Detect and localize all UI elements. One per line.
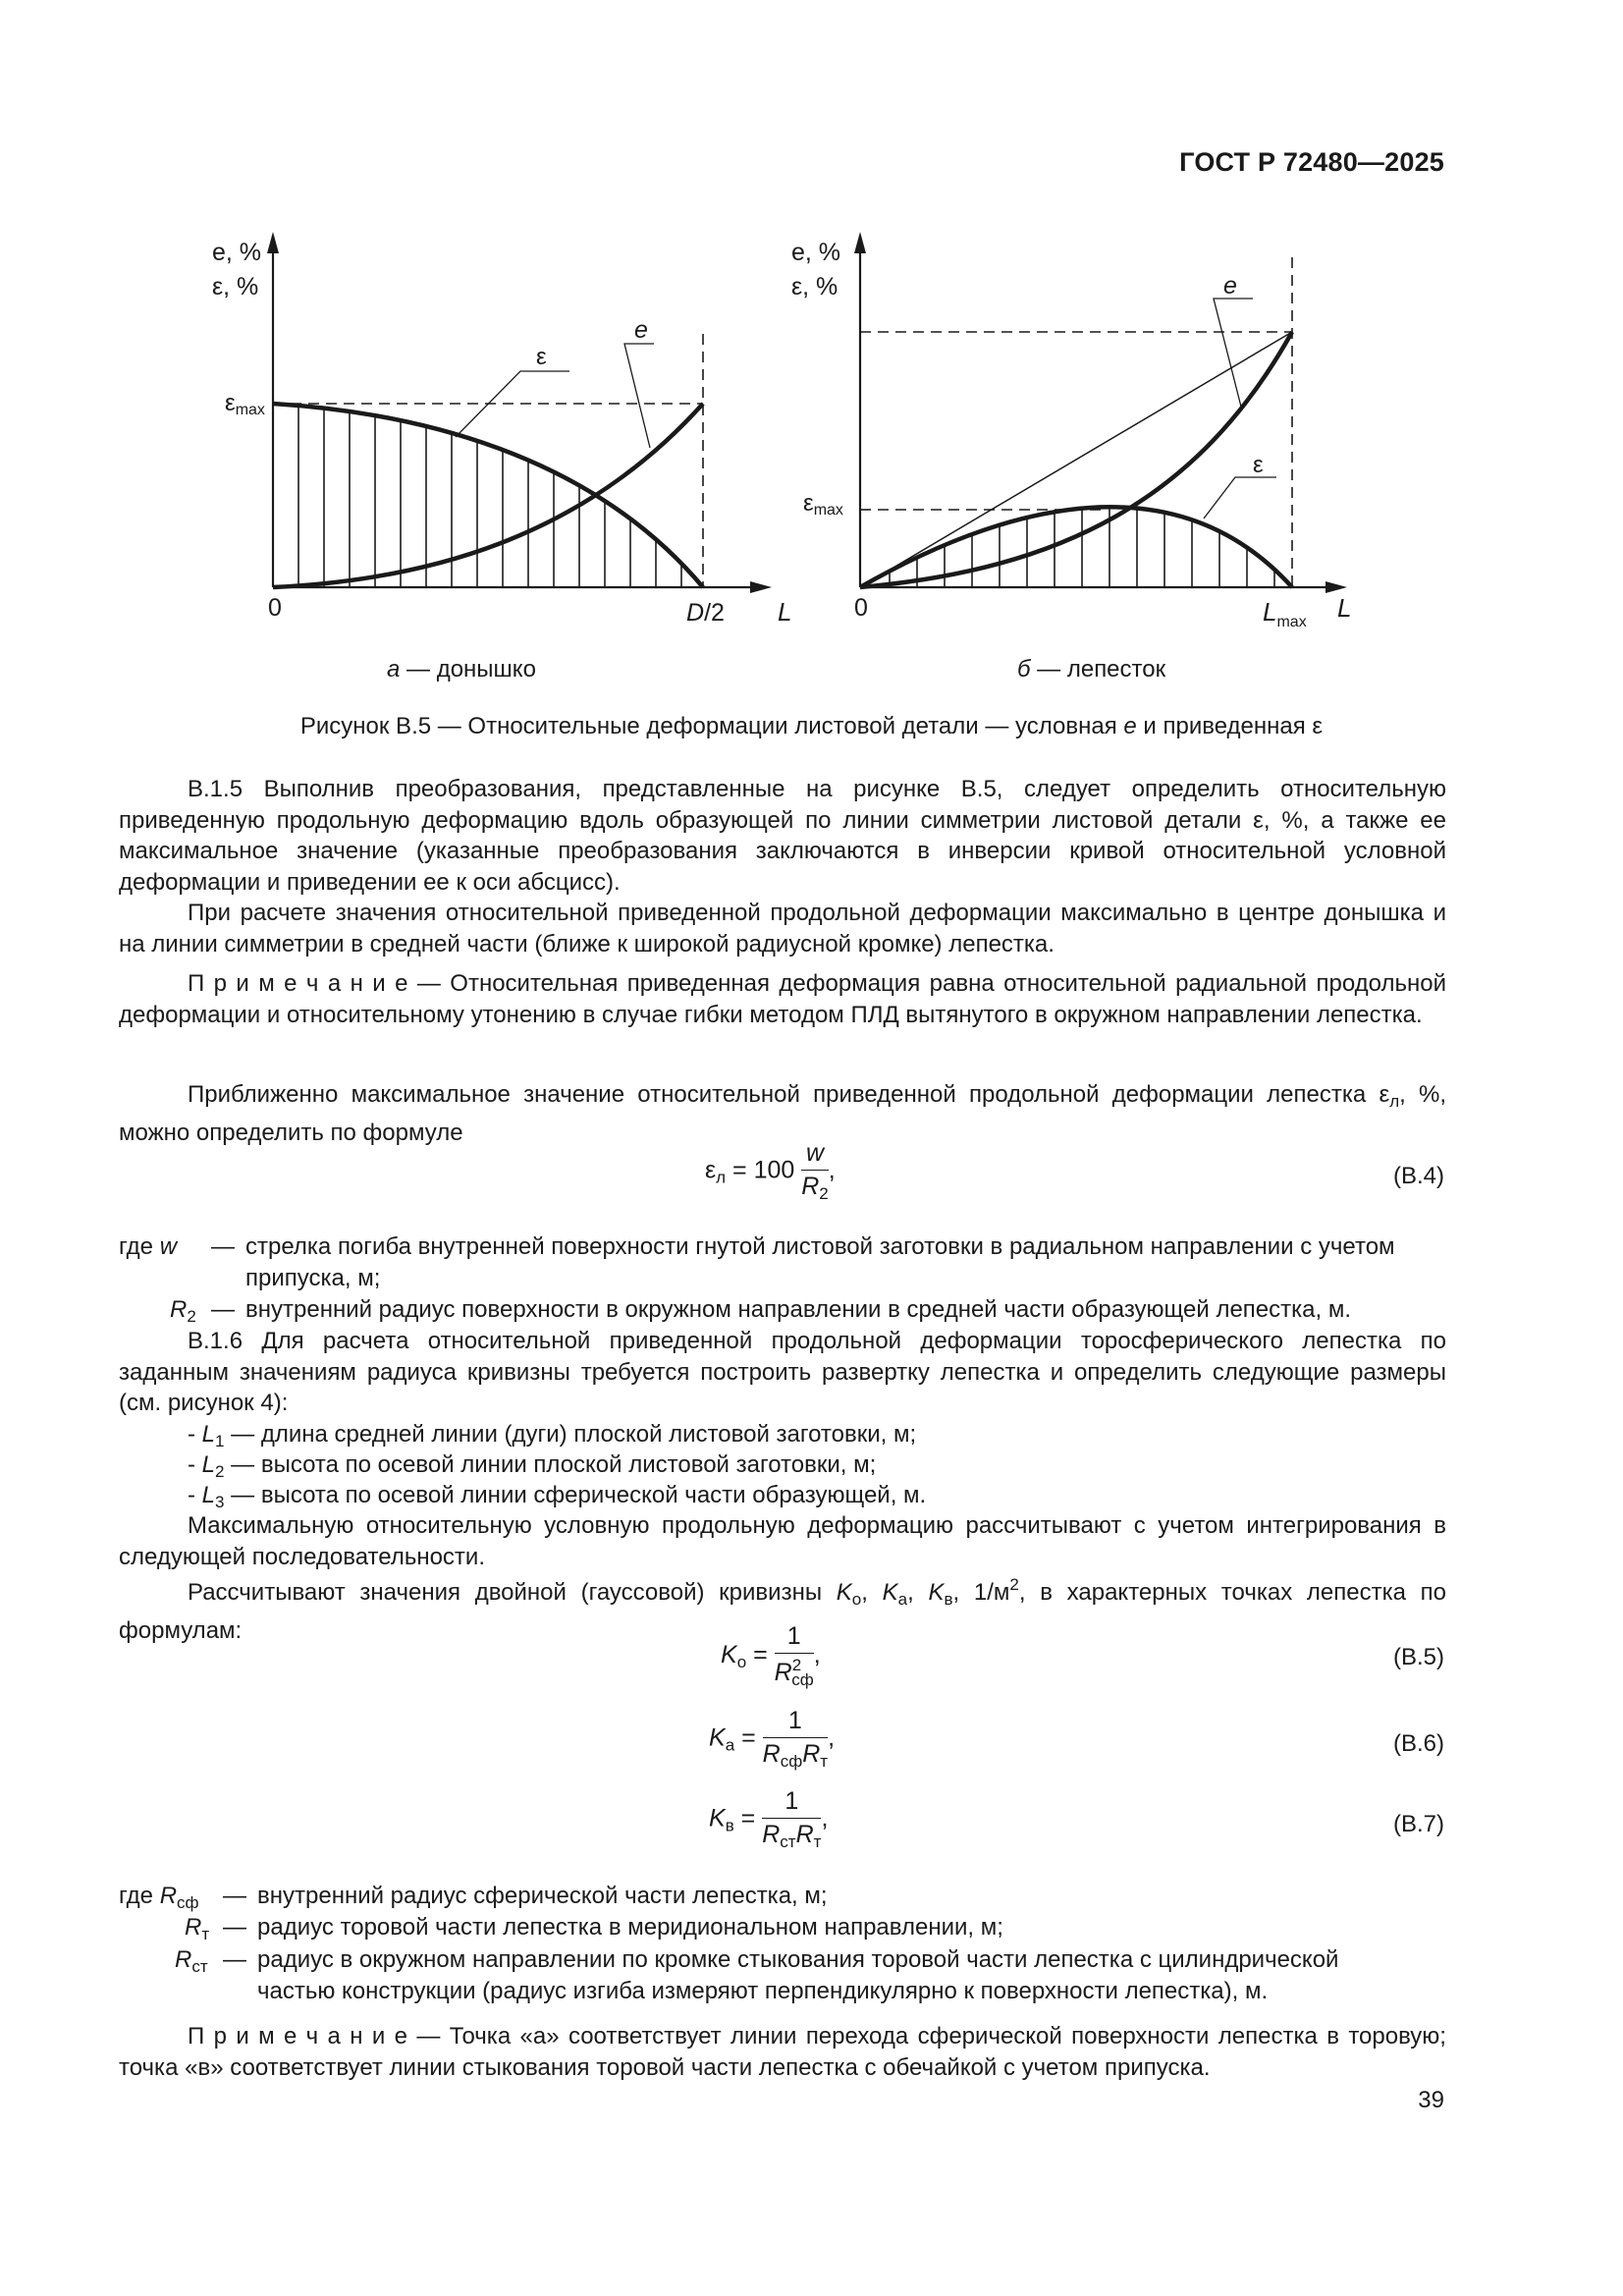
equation-number-b6: (В.6) [1392,1730,1444,1757]
def-rt-symbol: $R_т$ [185,1914,210,1943]
right-eps-curve [860,507,1292,587]
left-curve-eps-label: ε [536,344,547,370]
sublabel-b: б — лепесток [1017,656,1166,683]
right-y-label-eps: ε, % [791,273,839,301]
def-r2-symbol: $R_2$ [170,1296,196,1326]
figure-b5 [0,0,1623,707]
paragraph-b16: В.1.6 Для расчета относительной приведенной продольной деформации торосферического лепестка по заданным значениям радиуса кривизны требуется построить развертку лепестка и определить следующие размеры (см. рисунок 4): [119,1328,1446,1416]
formula-b6: $K_а$ = $\frac{1}{R_{сф}R_т}$ , [709,1707,836,1771]
def-rt-text: радиус торовой части лепестка в меридиональном направлении, м; [257,1914,1003,1941]
paragraph-max: Максимальную относительную условную продольную деформацию рассчитывают с учетом интегрирования в следующей последовательности. [119,1512,1446,1570]
right-labels [791,239,1351,630]
def-dash-rsf: — [223,1883,246,1909]
document-header: ГОСТ Р 72480—2025 [1179,147,1444,177]
right-curve-eps-label: ε [1253,452,1264,478]
left-chart [267,232,772,593]
right-curve-e-label: e [1223,272,1237,300]
left-hatching [298,406,681,587]
right-x-end: $L_{max}$ [1263,597,1307,630]
equation-number-b7: (В.7) [1392,1811,1444,1837]
left-x-end: D/2 [686,599,725,627]
left-eps-curve [273,404,703,587]
def-where-1: где w [119,1233,178,1260]
paragraph-gauss: Рассчитывают значения двойной (гауссовой) кривизны $K_о$, $K_а$, $K_в$, $1/м^2$, в характерных точках лепестка по формулам: [119,1575,1446,1644]
left-y-label-eps: ε, % [212,273,259,301]
figure-caption: Рисунок В.5 — Относительные деформации листовой детали — условная e и приведенная ε [299,713,1324,739]
formula-b4: $\varepsilon_л = 100$ $\frac{w}{R_2}$ , [705,1139,836,1203]
paragraph-calc: При расчете значения относительной приведенной продольной деформации максимально в центре донышка и на линии симметрии в средней части (ближе к широкой радиусной кромке) лепестка. [119,900,1446,957]
right-chart [854,232,1347,593]
equation-number-b5: (В.5) [1392,1644,1444,1670]
right-epsmax: εmax [803,490,843,519]
def-dash-w: — [211,1233,235,1260]
def-rsf-text: внутренний радиус сферической части лепестка, м; [257,1883,828,1909]
def-rst-text: радиус в окружном направлении по кромке стыкования торовой части лепестка с цилиндрической частью конструкции (радиус изгиба измеряют перпендикулярно к поверхности лепестка), м. [257,1946,1339,2004]
left-y-label-e: e, % [212,239,262,266]
equation-number-b4: (В.4) [1392,1163,1444,1189]
list-item-l3: - $L_3$ — высота по осевой линии сферической части образующей, м. [188,1482,927,1511]
def-rst-symbol: $R_{ст}$ [175,1946,208,1976]
list-item-l2: - $L_2$ — высота по осевой линии плоской листовой заготовки, м; [188,1451,877,1481]
def-dash-r2: — [211,1296,235,1323]
paragraph-b15: В.1.5 Выполнив преобразования, представленные на рисунке В.5, следует определить относительную приведенную продольную деформацию вдоль образующей по линии симметрии листовой детали ε, %, а также ее максимальное значение (указанные преобразования заключаются в инверсии кривой относительной условной деформации и приведении ее к оси абсцисс). [119,776,1447,896]
right-origin: 0 [854,594,868,622]
formula-b7: $K_в$ = $\frac{1}{R_{ст}R_т}$ , [709,1787,829,1851]
sublabel-a: а — донышко [387,656,536,683]
left-origin: 0 [268,594,282,622]
left-e-curve [273,404,703,587]
formula-b5: $K_о$ = $\frac{1}{R^2_{сф}}$ , [721,1622,821,1689]
def-where-2: где $R_{сф}$ [119,1883,199,1912]
note-1: П р и м е ч а н и е — Относительная приведенная деформация равна относительной радиальной продольной деформации и относительному утонению в случае гибки методом ПЛД вытянутого в окружном направлении лепестка. [119,970,1446,1028]
right-y-label-e: e, % [791,239,841,266]
def-w-text: стрелка погиба внутренней поверхности гнутой листовой заготовки в радиальном направлении с учетом припуска, м; [245,1233,1395,1291]
page-number: 39 [1418,2087,1444,2113]
def-dash-rst: — [223,1946,246,1973]
def-dash-rt: — [223,1914,246,1941]
def-r2-text: внутренний радиус поверхности в окружном направлении в средней части образующей лепестка, м. [245,1296,1352,1323]
note-2: П р и м е ч а н и е — Точка «а» соответствует линии перехода сферической поверхности лепестка в торовую; точка «в» соответствует линии стыкования торовой части лепестка с обечайкой с учетом припуска. [119,2023,1446,2081]
list-item-l1: - $L_1$ — длина средней линии (дуги) плоской листовой заготовки, м; [188,1421,917,1450]
right-x-axis-label: L [1337,593,1352,623]
left-epsmax: εmax [225,390,265,418]
paragraph-approx: Приближенно максимальное значение относительной приведенной продольной деформации лепестка $\varepsilon_л$, %, можно определить по формуле [119,1081,1447,1146]
left-curve-e-label: e [634,316,648,344]
left-x-axis-label: L [778,597,792,627]
